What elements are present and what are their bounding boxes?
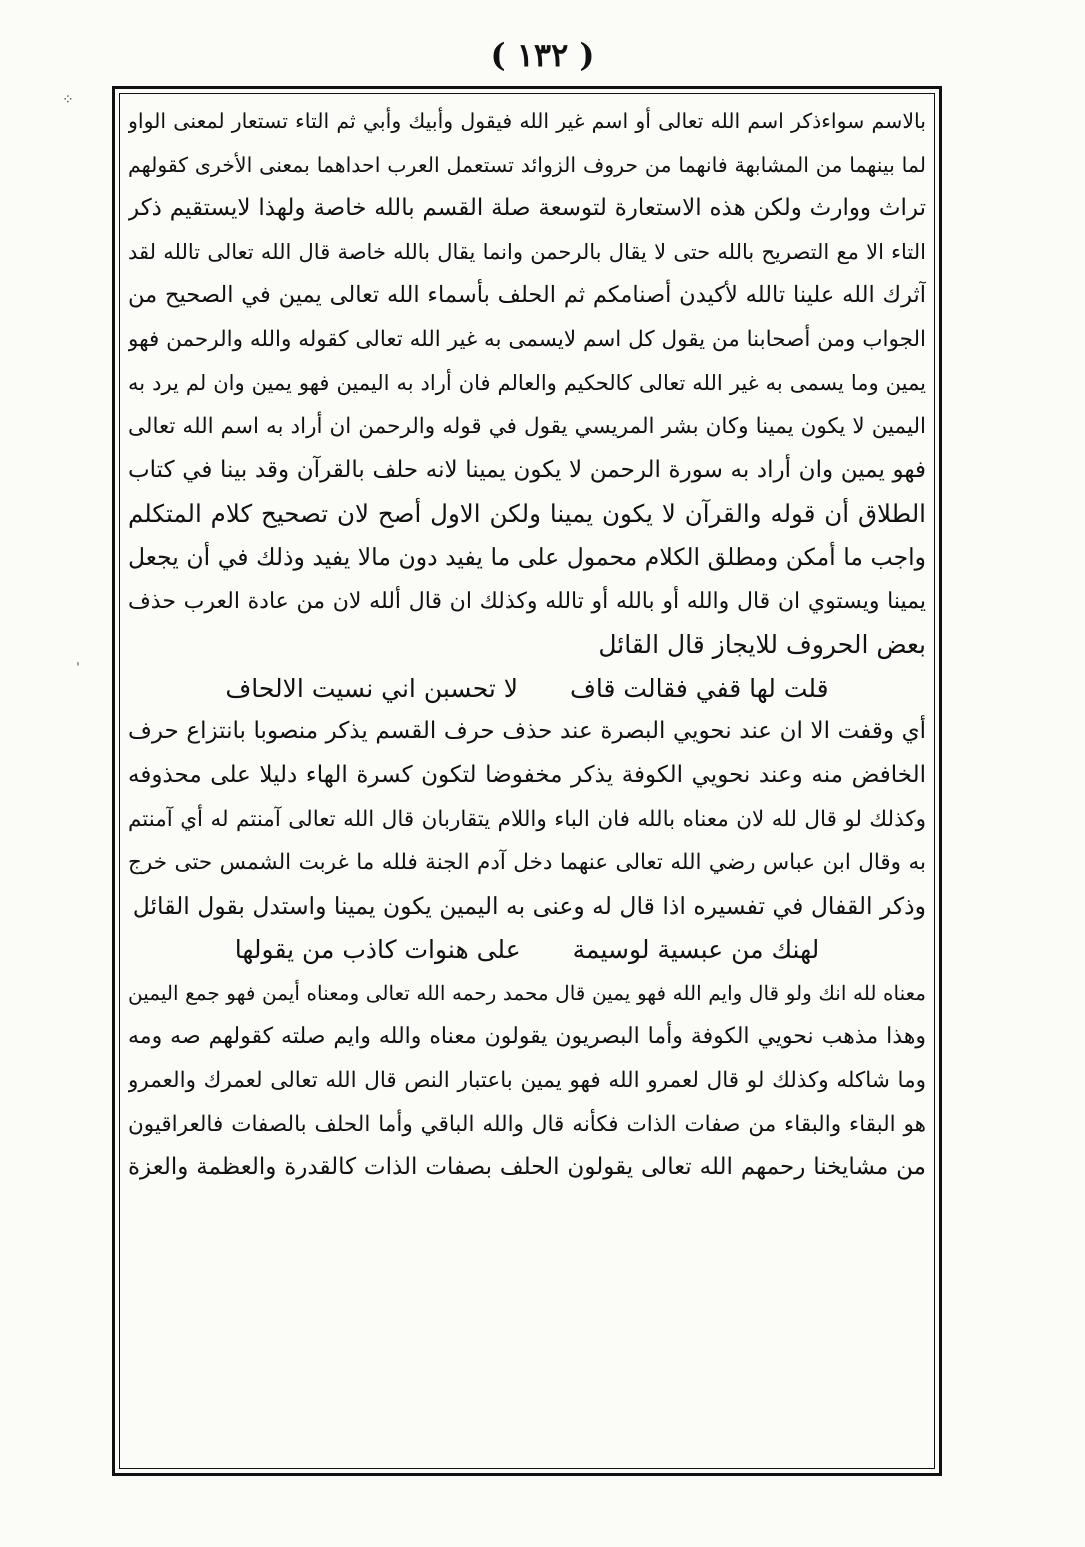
verse-hemistich-right: لهنك من عبسية لوسيمة	[572, 935, 820, 965]
text-line: الخافض منه وعند نحويي الكوفة يذكر مخفوضا لتكون كسرة الهاء دليلا على محذوفه	[128, 761, 926, 788]
poetry-verse	[128, 667, 926, 711]
poetry-verse	[128, 928, 926, 972]
text-line: آثرك الله علينا تالله لأكيدن أصنامكم ثم الحلف بأسماء الله تعالى يمين في الصحيح من	[128, 282, 926, 309]
text-line: واجب ما أمكن ومطلق الكلام محمول على ما يفيد دون مالا يفيد وذلك في أن يجعل	[128, 542, 926, 571]
text-line: معناه لله انك ولو قال وايم الله فهو يمين قال محمد رحمه الله تعالى ومعناه أيمن فهو جمع اليمين	[128, 980, 926, 1005]
text-line: بعض الحروف للايجاز قال القائل	[598, 630, 926, 660]
text-line: به وقال ابن عباس رضي الله تعالى عنهما دخل آدم الجنة فلله ما غربت الشمس حتى خرج	[128, 850, 926, 876]
text-line: وكذلك لو قال لله لان معناه بالله فان الباء واللام يتقاربان قال الله تعالى آمنتم له أي آمنتم	[128, 806, 926, 832]
page-number: ( ١٣٢ )	[490, 36, 595, 74]
text-line: هو البقاء والبقاء من صفات الذات فكأنه قال والله الباقي وأما الحلف بالصفات فالعراقيون	[128, 1111, 926, 1137]
text-line: وذكر القفال في تفسيره اذا قال له وعنى به اليمين يكون يمينا واستدل بقول القائل	[132, 891, 926, 920]
text-line: الجواب ومن أصحابنا من يقول كل اسم لايسمى به غير الله تعالى كقوله والله والرحمن فهو	[128, 326, 926, 352]
text-line: بالاسم سواءذكر اسم الله تعالى أو اسم غير الله فيقول وأبيك وأبي ثم التاء تستعار لمعنى الواو	[128, 109, 926, 133]
verse-hemistich-left: على هنوات كاذب من يقولها	[234, 935, 521, 965]
main-text	[128, 100, 926, 1190]
text-line: اليمين لا يكون يمينا وكان بشر المريسي يقول في قوله والرحمن ان أراد به اسم الله تعالى	[128, 414, 926, 440]
verse-hemistich-left: لا تحسبن اني نسيت الالحاف	[225, 673, 518, 703]
text-line: من مشايخنا رحمهم الله تعالى يقولون الحلف بصفات الذات كالقدرة والعظمة والعزة	[128, 1154, 926, 1181]
text-line: يمين وما يسمى به غير الله تعالى كالحكيم والعالم فان أراد به اليمين فهو يمين وان لم يرد به	[128, 370, 926, 395]
text-line: تراث ووارث ولكن هذه الاستعارة لتوسعة صلة القسم بالله خاصة ولهذا لايستقيم ذكر	[128, 195, 926, 222]
text-line: يمينا ويستوي ان قال والله أو بالله أو تالله وكذلك ان قال ألله لان من عادة العرب حذف	[128, 588, 926, 614]
text-line: التاء الا مع التصريح بالله حتى لا يقال بالرحمن وانما يقال بالله خاصة قال الله تعالى تالله لقد	[128, 239, 926, 264]
text-line: لما بينهما من المشابهة فانهما من حروف الزوائد تستعمل العرب احداهما بمعنى الأخرى كقولهم	[128, 152, 926, 177]
scan-speck: ⁘	[62, 92, 74, 108]
scan-speck: ˌ	[76, 652, 80, 668]
text-line: وهذا مذهب نحويي الكوفة وأما البصريون يقولون معناه والله وايم صلته كقولهم صه ومه	[128, 1024, 926, 1050]
text-line: أي وقفت الا ان عند نحويي البصرة عند حذف حرف القسم يذكر منصوبا بانتزاع حرف	[128, 718, 926, 745]
text-line: فهو يمين وان أراد به سورة الرحمن لا يكون يمينا لانه حلف بالقرآن وقد بينا في كتاب	[128, 456, 926, 483]
verse-hemistich-right: قلت لها قفي فقالت قاف	[570, 673, 829, 703]
text-line: وما شاكله وكذلك لو قال لعمرو الله فهو يمين باعتبار النص قال الله تعالى لعمرك والعمرو	[128, 1068, 926, 1094]
text-line: الطلاق أن قوله والقرآن لا يكون يمينا ولكن الاول أصح لان تصحيح كلام المتكلم	[128, 499, 926, 529]
